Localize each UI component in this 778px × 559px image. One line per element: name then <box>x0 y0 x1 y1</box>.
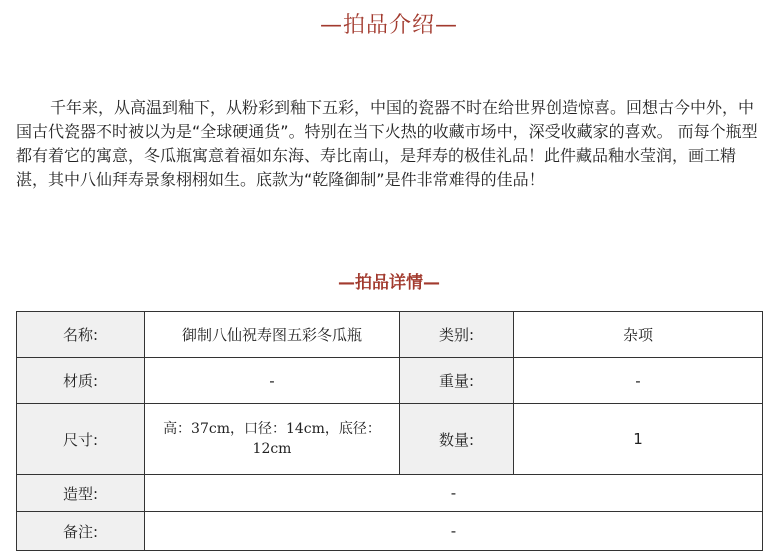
weight-label: 重量: <box>400 358 514 404</box>
weight-value: - <box>514 358 763 404</box>
table-row <box>17 312 763 358</box>
quantity-value: 1 <box>514 404 763 475</box>
intro-paragraph: 千年来，从高温到釉下，从粉彩到釉下五彩，中国的瓷器不时在给世界创造惊喜。回想古今中外，中国古代瓷器不时被以为是“全球硬通货”。特别在当下火热的收藏市场中，深受收藏家的喜欢。 而每个瓶型都有着它的寓意，冬瓜瓶寓意着福如东海、寿比南山，是拜寿的极佳礼品！此件藏品釉水莹润，画工精湛，其中八仙拜寿景象栩栩如生。底款为“乾隆御制”是件非常难得的佳品！ <box>16 98 758 189</box>
name-label: 名称: <box>17 312 145 358</box>
size-label: 尺寸: <box>17 404 145 475</box>
remark-value: - <box>145 512 763 551</box>
quantity-label: 数量: <box>400 404 514 475</box>
table-row <box>17 404 763 475</box>
table-row <box>17 512 763 551</box>
intro-section-title: —拍品介绍— <box>319 13 458 38</box>
category-label: 类别: <box>400 312 514 358</box>
table-row <box>17 358 763 404</box>
remark-label: 备注: <box>17 512 145 551</box>
name-value: 御制八仙祝寿图五彩冬瓜瓶 <box>145 312 400 358</box>
details-section-title: —拍品详情— <box>338 273 440 293</box>
table-row <box>17 475 763 512</box>
shape-value: - <box>145 475 763 512</box>
shape-label: 造型: <box>17 475 145 512</box>
details-table <box>16 311 763 551</box>
material-value: - <box>145 358 400 404</box>
category-value: 杂项 <box>514 312 763 358</box>
material-label: 材质: <box>17 358 145 404</box>
size-value: 高：37cm，口径：14cm，底径：12cm <box>145 404 400 475</box>
